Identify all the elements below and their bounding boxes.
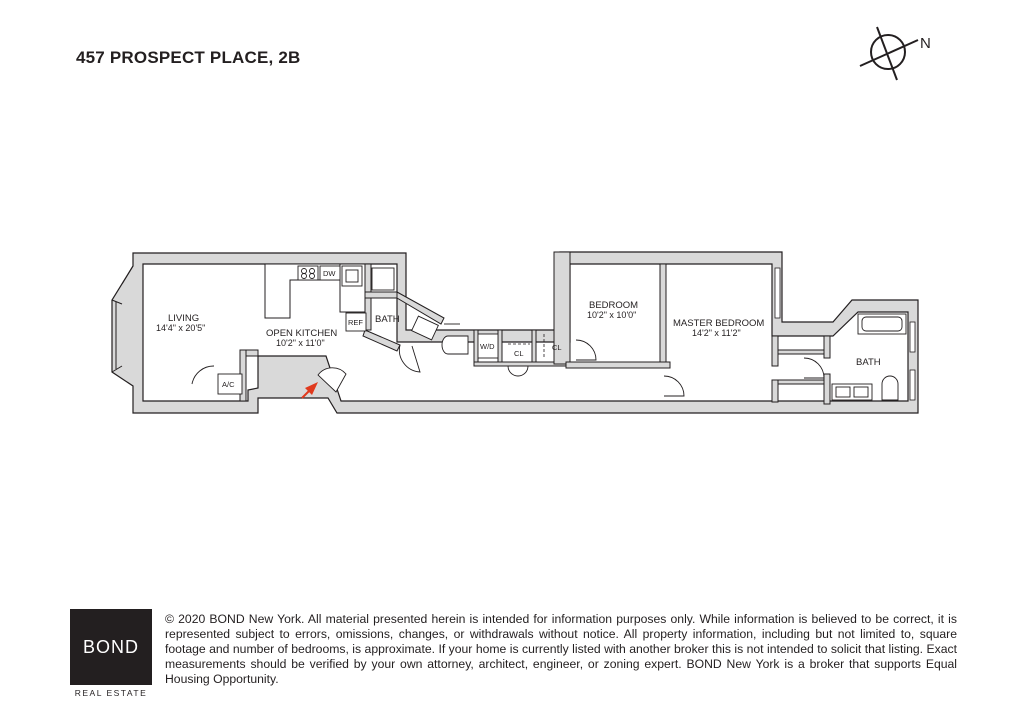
wd-label: W/D — [480, 342, 495, 351]
bedroom-door — [576, 340, 596, 360]
logo-subtext: REAL ESTATE — [74, 688, 148, 698]
listing-address: 457 PROSPECT PLACE, 2B — [76, 48, 301, 67]
bath2-label: BATH — [856, 357, 881, 368]
master-door — [664, 376, 684, 396]
compass-north-label: N — [920, 35, 931, 52]
kitchen-dims: 10'2" x 11'0" — [276, 338, 325, 348]
ref-label: REF — [348, 318, 363, 327]
ac-label: A/C — [222, 380, 235, 389]
living-dims: 14'4" x 20'5" — [156, 323, 206, 333]
master-dims: 14'2" x 11'2" — [692, 328, 741, 338]
closet-door — [508, 366, 528, 376]
dw-label: DW — [323, 269, 336, 278]
bath2-door — [804, 358, 824, 378]
bedroom-dims: 10'2" x 10'0" — [587, 310, 637, 320]
logo-text: BOND — [82, 636, 139, 657]
bath1-fixture — [372, 268, 394, 290]
ac-closet-door — [192, 366, 214, 384]
closet2-label: CL — [552, 343, 562, 352]
kitchen-label: OPEN KITCHEN — [266, 328, 338, 339]
bath1-label: BATH — [375, 314, 400, 325]
stove — [298, 266, 318, 280]
bedroom-label: BEDROOM — [589, 300, 639, 311]
disclaimer-text: © 2020 BOND New York. All material presented herein is intended for information purposes only. While information is believed to be correct, it is represented subject to errors, omissions, changes, or withdrawals without notice. All property information, including but not limited to, square footage and number of bedrooms, is approximate. If your home is currently listed with another broker this is not intended to solicit that listing. Exact measurements should be verified by your own attorney, architect, engineer, or zoning expert. BOND New York is a broker that supports Equal Housing Opportunity. — [165, 612, 957, 686]
toilet-1 — [442, 336, 468, 354]
living-label: LIVING — [168, 313, 200, 324]
bath1-door — [399, 345, 420, 372]
toilet-2 — [882, 376, 898, 400]
master-label: MASTER BEDROOM — [673, 318, 765, 329]
closet1-label: CL — [514, 349, 524, 358]
bond-logo — [70, 609, 152, 685]
